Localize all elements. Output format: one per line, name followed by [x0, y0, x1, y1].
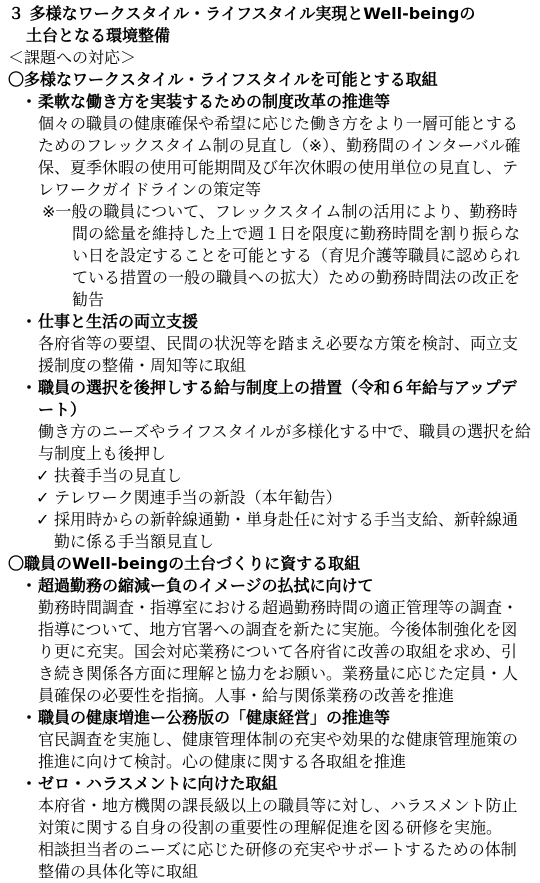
check-icon: ✓: [36, 466, 50, 485]
section-title-text: 職員のWell-beingの土台づくりに資する取組: [24, 554, 361, 573]
bullet-icon: ・: [20, 312, 37, 331]
heading-number: ３: [8, 4, 25, 23]
item-title: [18, 707, 532, 729]
item-title: [18, 773, 532, 795]
check-icon: ✓: [36, 510, 50, 529]
item-body: 各府省等の要望、民間の状況等を踏まえ必要な方策を検討、両立支援制度の整備・周知等に取組: [38, 334, 519, 375]
bullet-icon: ・: [20, 92, 37, 111]
check-item: [8, 487, 532, 509]
item-title: [18, 311, 532, 333]
item-body: 官民調査を実施し、健康管理体制の充実や効果的な健康管理施策の推進に向けて検討。心の健康に関する各取組を推進: [38, 730, 519, 771]
check-item-text: テレワーク関連手当の新設（本年勧告）: [54, 488, 342, 507]
item-title-text: 柔軟な働き方を実装するための制度改革の推進等: [38, 92, 391, 111]
item-title-text: 超過勤務の縮減ー負のイメージの払拭に向けて: [38, 576, 374, 595]
section-heading: [8, 3, 532, 25]
item-body: 個々の職員の健康確保や希望に応じた働き方をより一層可能とするためのフレックスタイム制の見直し（※）、勤務間のインターバル確保、夏季休暇の使用可能期間及び年次休暇の使用単位の見直し、テレワークガイドラインの策定等: [38, 114, 521, 199]
circle-marker-icon: 〇: [8, 554, 25, 573]
item-title: [18, 91, 532, 113]
item-title: [18, 575, 532, 597]
item-title: [18, 377, 532, 421]
check-item-text: 採用時からの新幹線通勤・単身赴任に対する手当支給、新幹線通勤に係る手当額見直し: [54, 510, 519, 551]
bullet-icon: ・: [20, 708, 37, 727]
check-icon: ✓: [36, 488, 50, 507]
check-item: [8, 509, 532, 553]
item-note: ※一般の職員について、フレックスタイム制の活用により、勤務時間の総量を維持した上で週１日を限度に勤務時間を割り振らない日を設定することを可能とする（育児介護等職員に認められている措置の一般の職員への拡大）ための勤務時間法の改正を勧告: [42, 202, 521, 309]
item-body: 働き方のニーズやライフスタイルが多様化する中で、職員の選択を給与制度上も後押し: [38, 422, 531, 463]
section-title: [8, 69, 532, 91]
section-title-text: 多様なワークスタイル・ライフスタイルを可能とする取組: [24, 70, 438, 89]
item-title-text: 職員の健康増進ー公務版の「健康経営」の推進等: [38, 708, 391, 727]
item-body-continued: 相談担当者のニーズに応じた研修の充実やサポートするための体制整備の具体化等に取組: [38, 840, 517, 881]
bullet-icon: ・: [20, 378, 37, 397]
circle-marker-icon: 〇: [8, 70, 25, 89]
section-title: [8, 553, 532, 575]
policy-label: ＜課題への対応＞: [8, 48, 137, 67]
item-body: 勤務時間調査・指導室における超過勤務時間の適正管理等の調査・指導について、地方官署への調査を新たに実施。今後体制強化を図り更に充実。国会対応業務について各府省に改善の取組を求め、引き続き関係各方面に理解と協力をお願い。業務量に応じた定員・人員確保の必要性を指摘。人事・給与関係業務の改善を推進: [38, 598, 519, 705]
item-title-text: 職員の選択を後押しする給与制度上の措置（令和６年給与アップデート）: [38, 378, 517, 419]
heading-title-line1: 多様なワークスタイル・ライフスタイル実現とWell-beingの: [29, 4, 476, 23]
bullet-icon: ・: [20, 576, 37, 595]
bullet-icon: ・: [20, 774, 37, 793]
item-title-text: ゼロ・ハラスメントに向けた取組: [38, 774, 278, 793]
item-body: 本府省・地方機関の課長級以上の職員等に対し、ハラスメント防止対策に関する自身の役割の重要性の理解促進を図る研修を実施。: [38, 796, 518, 837]
item-title-text: 仕事と生活の両立支援: [38, 312, 199, 331]
heading-title-line2: 土台となる環境整備: [26, 26, 171, 45]
check-item: [8, 465, 532, 487]
check-item-text: 扶養手当の見直し: [54, 466, 183, 485]
